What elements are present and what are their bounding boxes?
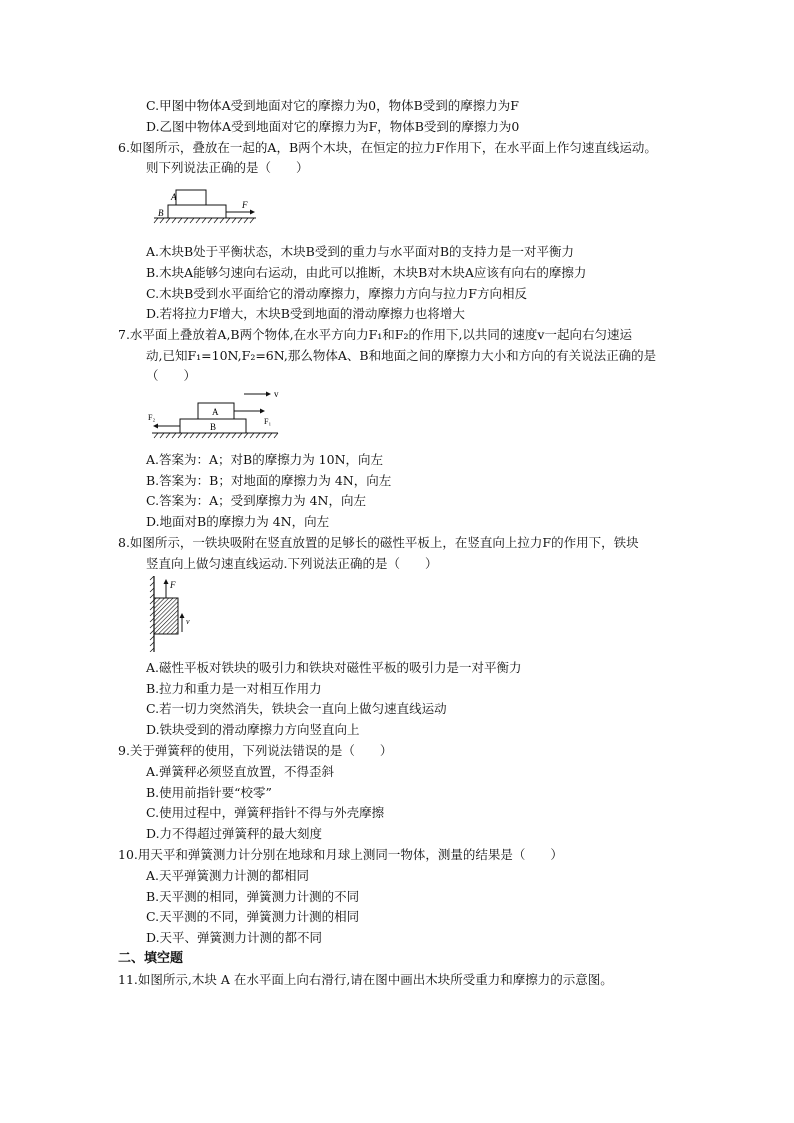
- question-8-option-c: C.若一切力突然消失，铁块会一直向上做匀速直线运动: [146, 701, 447, 716]
- question-6-option-d: D.若将拉力F增大，木块B受到地面的滑动摩擦力也将增大: [146, 306, 465, 321]
- block-b: [168, 205, 226, 218]
- figure-7-blocks-with-forces: [146, 386, 286, 442]
- question-6-option-c: C.木块B受到水平面给它的滑动摩擦力，摩擦力方向与拉力F方向相反: [146, 286, 527, 301]
- question-7-option-c: C.答案为：A；受到摩擦力为 4N，向左: [146, 493, 366, 508]
- question-10-stem: 10.用天平和弹簧测力计分别在地球和月球上测同一物体，测量的结果是（ ）: [118, 847, 563, 862]
- force-f-arrowhead: [164, 579, 169, 584]
- question-9-option-b: B.使用前指针要“校零”: [146, 785, 272, 800]
- label-b: B: [158, 208, 164, 218]
- question-10-option-b: B.天平测的相同，弹簧测力计测的不同: [146, 889, 360, 904]
- label-v: v: [274, 389, 279, 399]
- question-5c: C.甲图中物体A受到地面对它的摩擦力为0，物体B受到的摩擦力为F: [146, 98, 519, 113]
- question-9-stem: 9.关于弹簧秤的使用，下列说法错误的是（ ）: [118, 743, 393, 758]
- velocity-arrowhead: [180, 613, 185, 618]
- label-f: F: [170, 580, 176, 590]
- force-f-arrowhead: [250, 210, 255, 215]
- ground-hatch: [154, 218, 254, 223]
- figure-6-stacked-blocks: [152, 186, 262, 230]
- force-f2-arrowhead: [153, 424, 158, 429]
- label-f2: F₂: [148, 413, 156, 422]
- question-8-stem: 8.如图所示，一铁块吸附在竖直放置的足够长的磁性平板上，在竖直向上拉力F的作用下，铁块: [118, 535, 639, 550]
- question-7-option-b: B.答案为：B；对地面的摩擦力为 4N，向左: [146, 473, 392, 488]
- question-7-stem: 7.水平面上叠放着A,B两个物体,在水平方向力F₁和F₂的作用下,以共同的速度v一起向右匀速运: [118, 327, 632, 342]
- iron-block: [154, 598, 178, 634]
- force-f1-arrowhead: [260, 409, 265, 414]
- question-5d: D.乙图中物体A受到地面对它的摩擦力为F，物体B受到的摩擦力为0: [146, 119, 520, 134]
- block-a: [176, 190, 206, 205]
- question-7-option-a: A.答案为：A；对B的摩擦力为 10N，向左: [146, 452, 384, 467]
- question-6-option-a: A.木块B处于平衡状态，木块B受到的重力与水平面对B的支持力是一对平衡力: [146, 244, 575, 259]
- question-10-option-c: C.天平测的不同，弹簧测力计测的相同: [146, 909, 360, 924]
- question-10-option-d: D.天平、弹簧测力计测的都不同: [146, 930, 323, 945]
- section-heading-fill-in: 二、填空题: [118, 951, 184, 966]
- question-8-option-d: D.铁块受到的滑动摩擦力方向竖直向上: [146, 722, 360, 737]
- label-f: F: [242, 200, 248, 210]
- question-6-option-b: B.木块A能够匀速向右运动，由此可以推断，木块B对木块A应该有向右的摩擦力: [146, 265, 587, 280]
- question-9-option-a: A.弹簧秤必须竖直放置，不得歪斜: [146, 764, 335, 779]
- question-8-option-a: A.磁性平板对铁块的吸引力和铁块对磁性平板的吸引力是一对平衡力: [146, 660, 522, 675]
- question-11-stem: 11.如图所示,木块 A 在水平面上向右滑行,请在图中画出木块所受重力和摩擦力的示意图。: [118, 972, 613, 987]
- question-6-stem: 6.如图所示，叠放在一起的A，B两个木块，在恒定的拉力F作用下，在水平面上作匀速直线运动。: [118, 140, 657, 155]
- label-b: B: [210, 422, 217, 432]
- question-10-option-a: A.天平弹簧测力计测的都相同: [146, 868, 310, 883]
- velocity-arrowhead: [266, 392, 271, 397]
- question-7-option-d: D.地面对B的摩擦力为 4N，向左: [146, 514, 330, 529]
- question-7-stem-3: （ ）: [146, 368, 197, 383]
- label-v: v: [186, 617, 190, 626]
- label-a: A: [212, 407, 219, 417]
- question-8-stem-2: 竖直向上做匀速直线运动.下列说法正确的是（ ）: [146, 556, 438, 571]
- question-8-option-b: B.拉力和重力是一对相互作用力: [146, 681, 322, 696]
- wall-hatch: [150, 576, 154, 652]
- question-7-stem-2: 动,已知F₁=10N,F₂=6N,那么物体A、B和地面之间的摩擦力大小和方向的有关说法正确的是: [146, 348, 657, 363]
- question-9-option-c: C.使用过程中，弹簧秤指针不得与外壳摩擦: [146, 805, 385, 820]
- question-9-option-d: D.力不得超过弹簧秤的最大刻度: [146, 826, 323, 841]
- question-6-stem-2: 则下列说法正确的是（ ）: [146, 160, 309, 175]
- label-a: A: [171, 192, 177, 202]
- label-f1: F₁: [264, 417, 272, 426]
- ground-hatch: [154, 433, 278, 438]
- figure-8-iron-block-on-wall: [148, 576, 198, 652]
